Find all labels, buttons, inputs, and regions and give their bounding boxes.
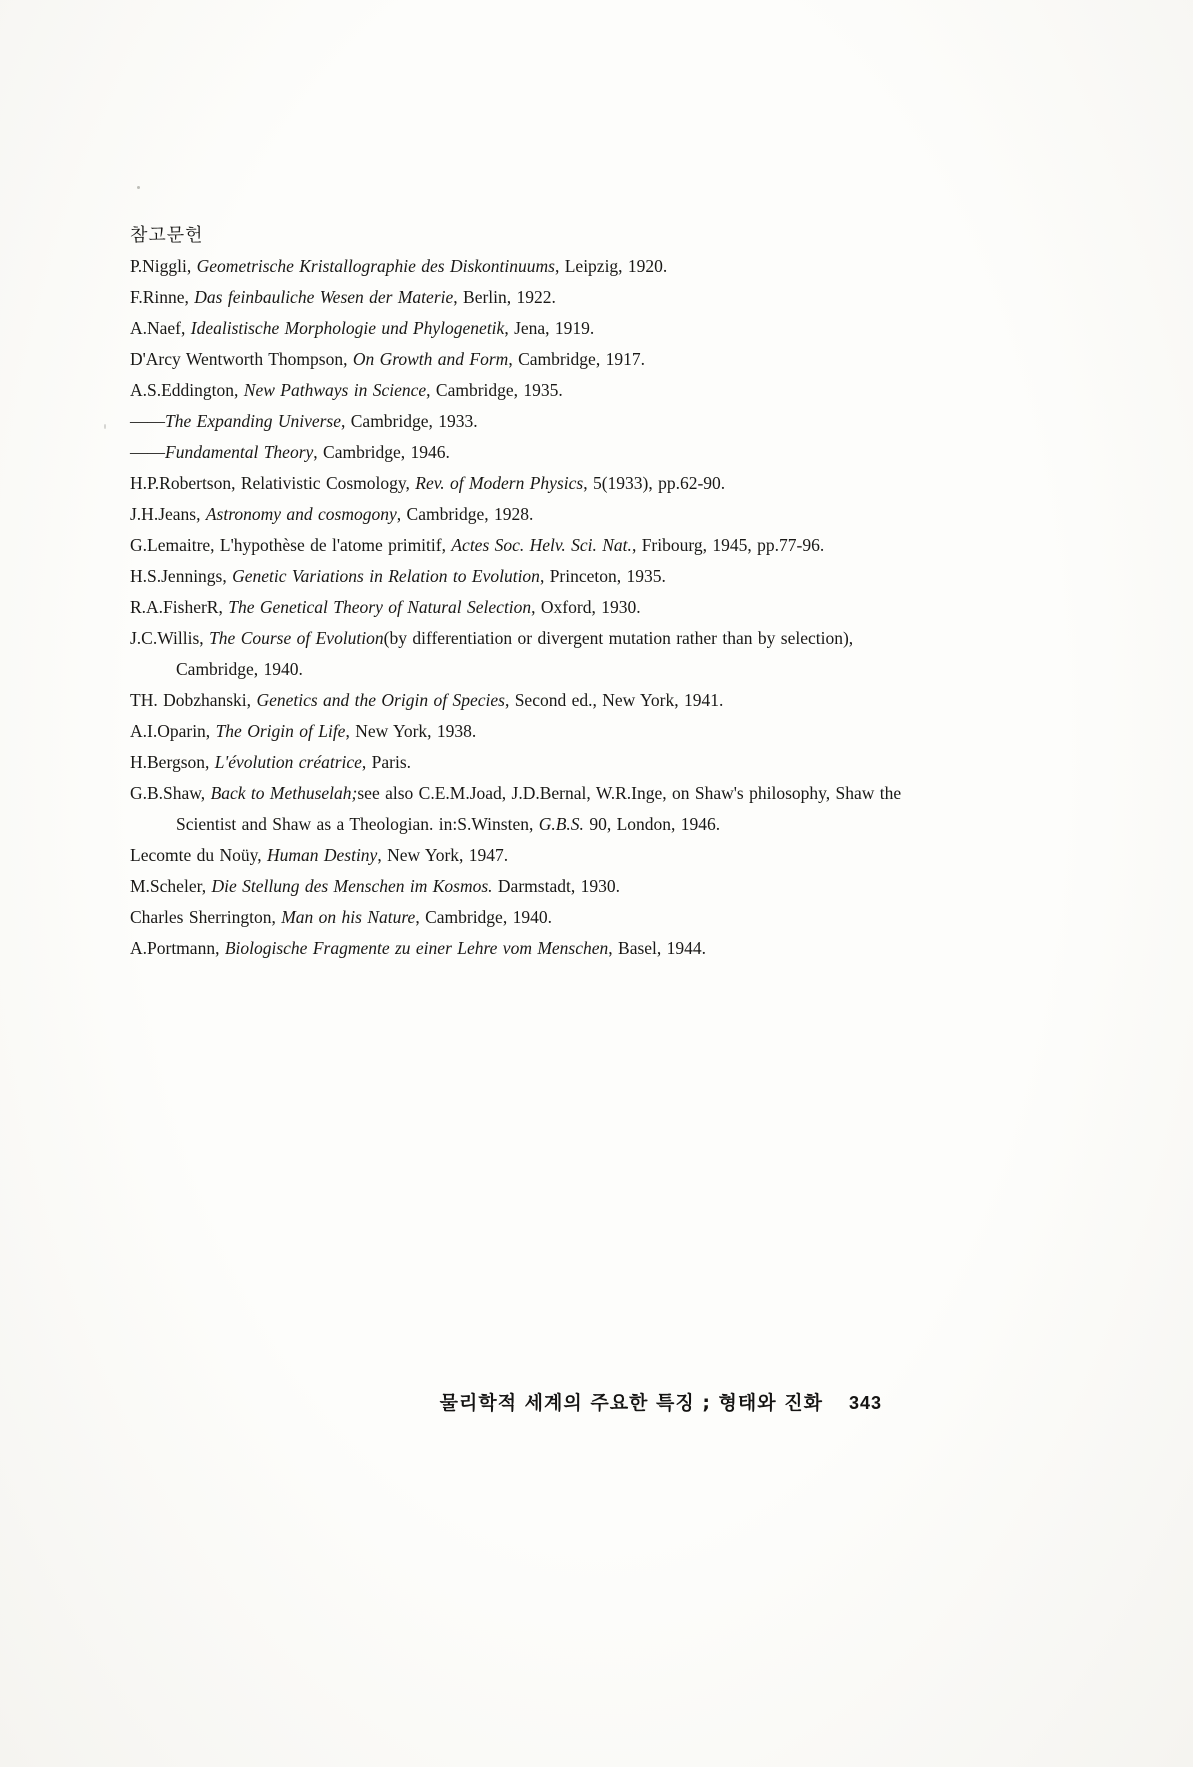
reference-title: The Origin of Life: [215, 721, 346, 741]
reference-text: Lecomte du Noüy,: [130, 845, 267, 865]
reference-text: A.S.Eddington,: [130, 380, 244, 400]
reference-text: , Cambridge, 1933.: [341, 411, 478, 431]
reference-entry: [130, 344, 916, 375]
reference-text: ——: [130, 411, 165, 431]
bibliography-section: [130, 220, 916, 964]
reference-title: On Growth and Form: [352, 349, 509, 369]
reference-entry: [130, 902, 916, 933]
reference-entry: [130, 282, 916, 313]
reference-text: Darmstadt, 1930.: [492, 876, 620, 896]
references-heading: 참고문헌: [130, 225, 204, 246]
reference-title: The Expanding Universe: [165, 411, 341, 431]
reference-title: The Course of Evolution: [209, 628, 384, 648]
reference-text: R.A.FisherR,: [130, 597, 229, 617]
reference-title: Geometrische Kristallographie des Diskontinuums: [196, 256, 555, 276]
reference-text: , Princeton, 1935.: [539, 566, 666, 586]
reference-text: , Leipzig, 1920.: [554, 256, 668, 276]
reference-text: 90, London, 1946.: [583, 814, 721, 834]
reference-text: , Paris.: [361, 752, 412, 772]
reference-text: G.Lemaitre, L'hypothèse de l'atome primitif,: [130, 535, 452, 555]
reference-entry: [130, 778, 916, 840]
reference-entry: [130, 437, 916, 468]
reference-text: see also C.E.M.Joad, J.D.Bernal, W.R.Inge, on Shaw's philosophy, Shaw the Scientist and Shaw as a Theologian. in:S.Winsten,: [176, 783, 902, 834]
reference-text: , Cambridge, 1935.: [426, 380, 563, 400]
reference-title: Die Stellung des Menschen im Kosmos.: [211, 876, 493, 896]
reference-text: , Oxford, 1930.: [531, 597, 641, 617]
reference-text: H.P.Robertson, Relativistic Cosmology,: [130, 473, 416, 493]
reference-title: Man on his Nature: [281, 907, 416, 927]
reference-entry: [130, 592, 916, 623]
reference-text: M.Scheler,: [130, 876, 212, 896]
reference-text: , Cambridge, 1946.: [313, 442, 450, 462]
reference-title: Biologische Fragmente zu einer Lehre vom Menschen: [224, 938, 609, 958]
reference-text: , Jena, 1919.: [504, 318, 595, 338]
reference-entry: [130, 251, 916, 282]
reference-text: H.S.Jennings,: [130, 566, 233, 586]
reference-entry: [130, 468, 916, 499]
reference-text: J.C.Willis,: [130, 628, 210, 648]
reference-text: , Cambridge, 1928.: [396, 504, 534, 524]
reference-text: , Second ed., New York, 1941.: [504, 690, 724, 710]
reference-title: Astronomy and cosmogony: [205, 504, 397, 524]
reference-entry: [130, 716, 916, 747]
reference-text: , New York, 1938.: [345, 721, 477, 741]
reference-text: Charles Sherrington,: [130, 907, 282, 927]
reference-entry: [130, 499, 916, 530]
page-number: 343: [848, 1393, 882, 1413]
reference-title: Genetic Variations in Relation to Evolution: [232, 566, 540, 586]
reference-title: G.B.S.: [538, 814, 584, 834]
reference-entry: [130, 871, 916, 902]
reference-text: , Cambridge, 1940.: [415, 907, 552, 927]
reference-text: TH. Dobzhanski,: [130, 690, 257, 710]
reference-list: [130, 251, 916, 964]
reference-text: G.B.Shaw,: [130, 783, 211, 803]
reference-text: , Fribourg, 1945, pp.77-96.: [631, 535, 825, 555]
reference-entry: [130, 375, 916, 406]
reference-title: Das feinbauliche Wesen der Materie: [194, 287, 454, 307]
reference-text: , Cambridge, 1917.: [508, 349, 645, 369]
reference-title: L'évolution créatrice: [214, 752, 362, 772]
reference-title: Back to Methuselah;: [210, 783, 358, 803]
footer-title: 물리학적 세계의 주요한 특징 ; 형태와 진화: [439, 1392, 823, 1414]
reference-title: Human Destiny: [266, 845, 378, 865]
reference-title: Actes Soc. Helv. Sci. Nat.: [451, 535, 632, 555]
reference-text: , New York, 1947.: [377, 845, 509, 865]
reference-title: Genetics and the Origin of Species: [256, 690, 505, 710]
reference-title: The Genetical Theory of Natural Selection: [228, 597, 532, 617]
reference-text: , Berlin, 1922.: [453, 287, 556, 307]
reference-text: P.Niggli,: [130, 256, 197, 276]
scan-speck: [104, 424, 106, 429]
reference-entry: [130, 530, 916, 561]
reference-text: H.Bergson,: [130, 752, 215, 772]
reference-text: , 5(1933), pp.62-90.: [583, 473, 726, 493]
reference-entry: [130, 685, 916, 716]
reference-text: A.Portmann,: [130, 938, 225, 958]
reference-text: J.H.Jeans,: [130, 504, 206, 524]
reference-text: D'Arcy Wentworth Thompson,: [130, 349, 353, 369]
reference-entry: [130, 933, 916, 964]
reference-entry: [130, 623, 916, 685]
reference-text: A.I.Oparin,: [130, 721, 216, 741]
reference-text: ——: [130, 442, 165, 462]
page-footer: [130, 1388, 882, 1415]
reference-text: , Basel, 1944.: [608, 938, 707, 958]
reference-text: (by differentiation or divergent mutation rather than by selection), Cambridge, 1940.: [176, 628, 854, 679]
reference-title: Fundamental Theory: [165, 442, 314, 462]
reference-text: F.Rinne,: [130, 287, 195, 307]
reference-title: New Pathways in Science: [243, 380, 427, 400]
reference-entry: [130, 561, 916, 592]
reference-entry: [130, 840, 916, 871]
reference-entry: [130, 313, 916, 344]
reference-title: Idealistische Morphologie und Phylogenetik: [190, 318, 505, 338]
scan-speck: [137, 186, 140, 189]
reference-entry: [130, 747, 916, 778]
reference-entry: [130, 406, 916, 437]
reference-text: A.Naef,: [130, 318, 191, 338]
reference-title: Rev. of Modern Physics: [415, 473, 584, 493]
